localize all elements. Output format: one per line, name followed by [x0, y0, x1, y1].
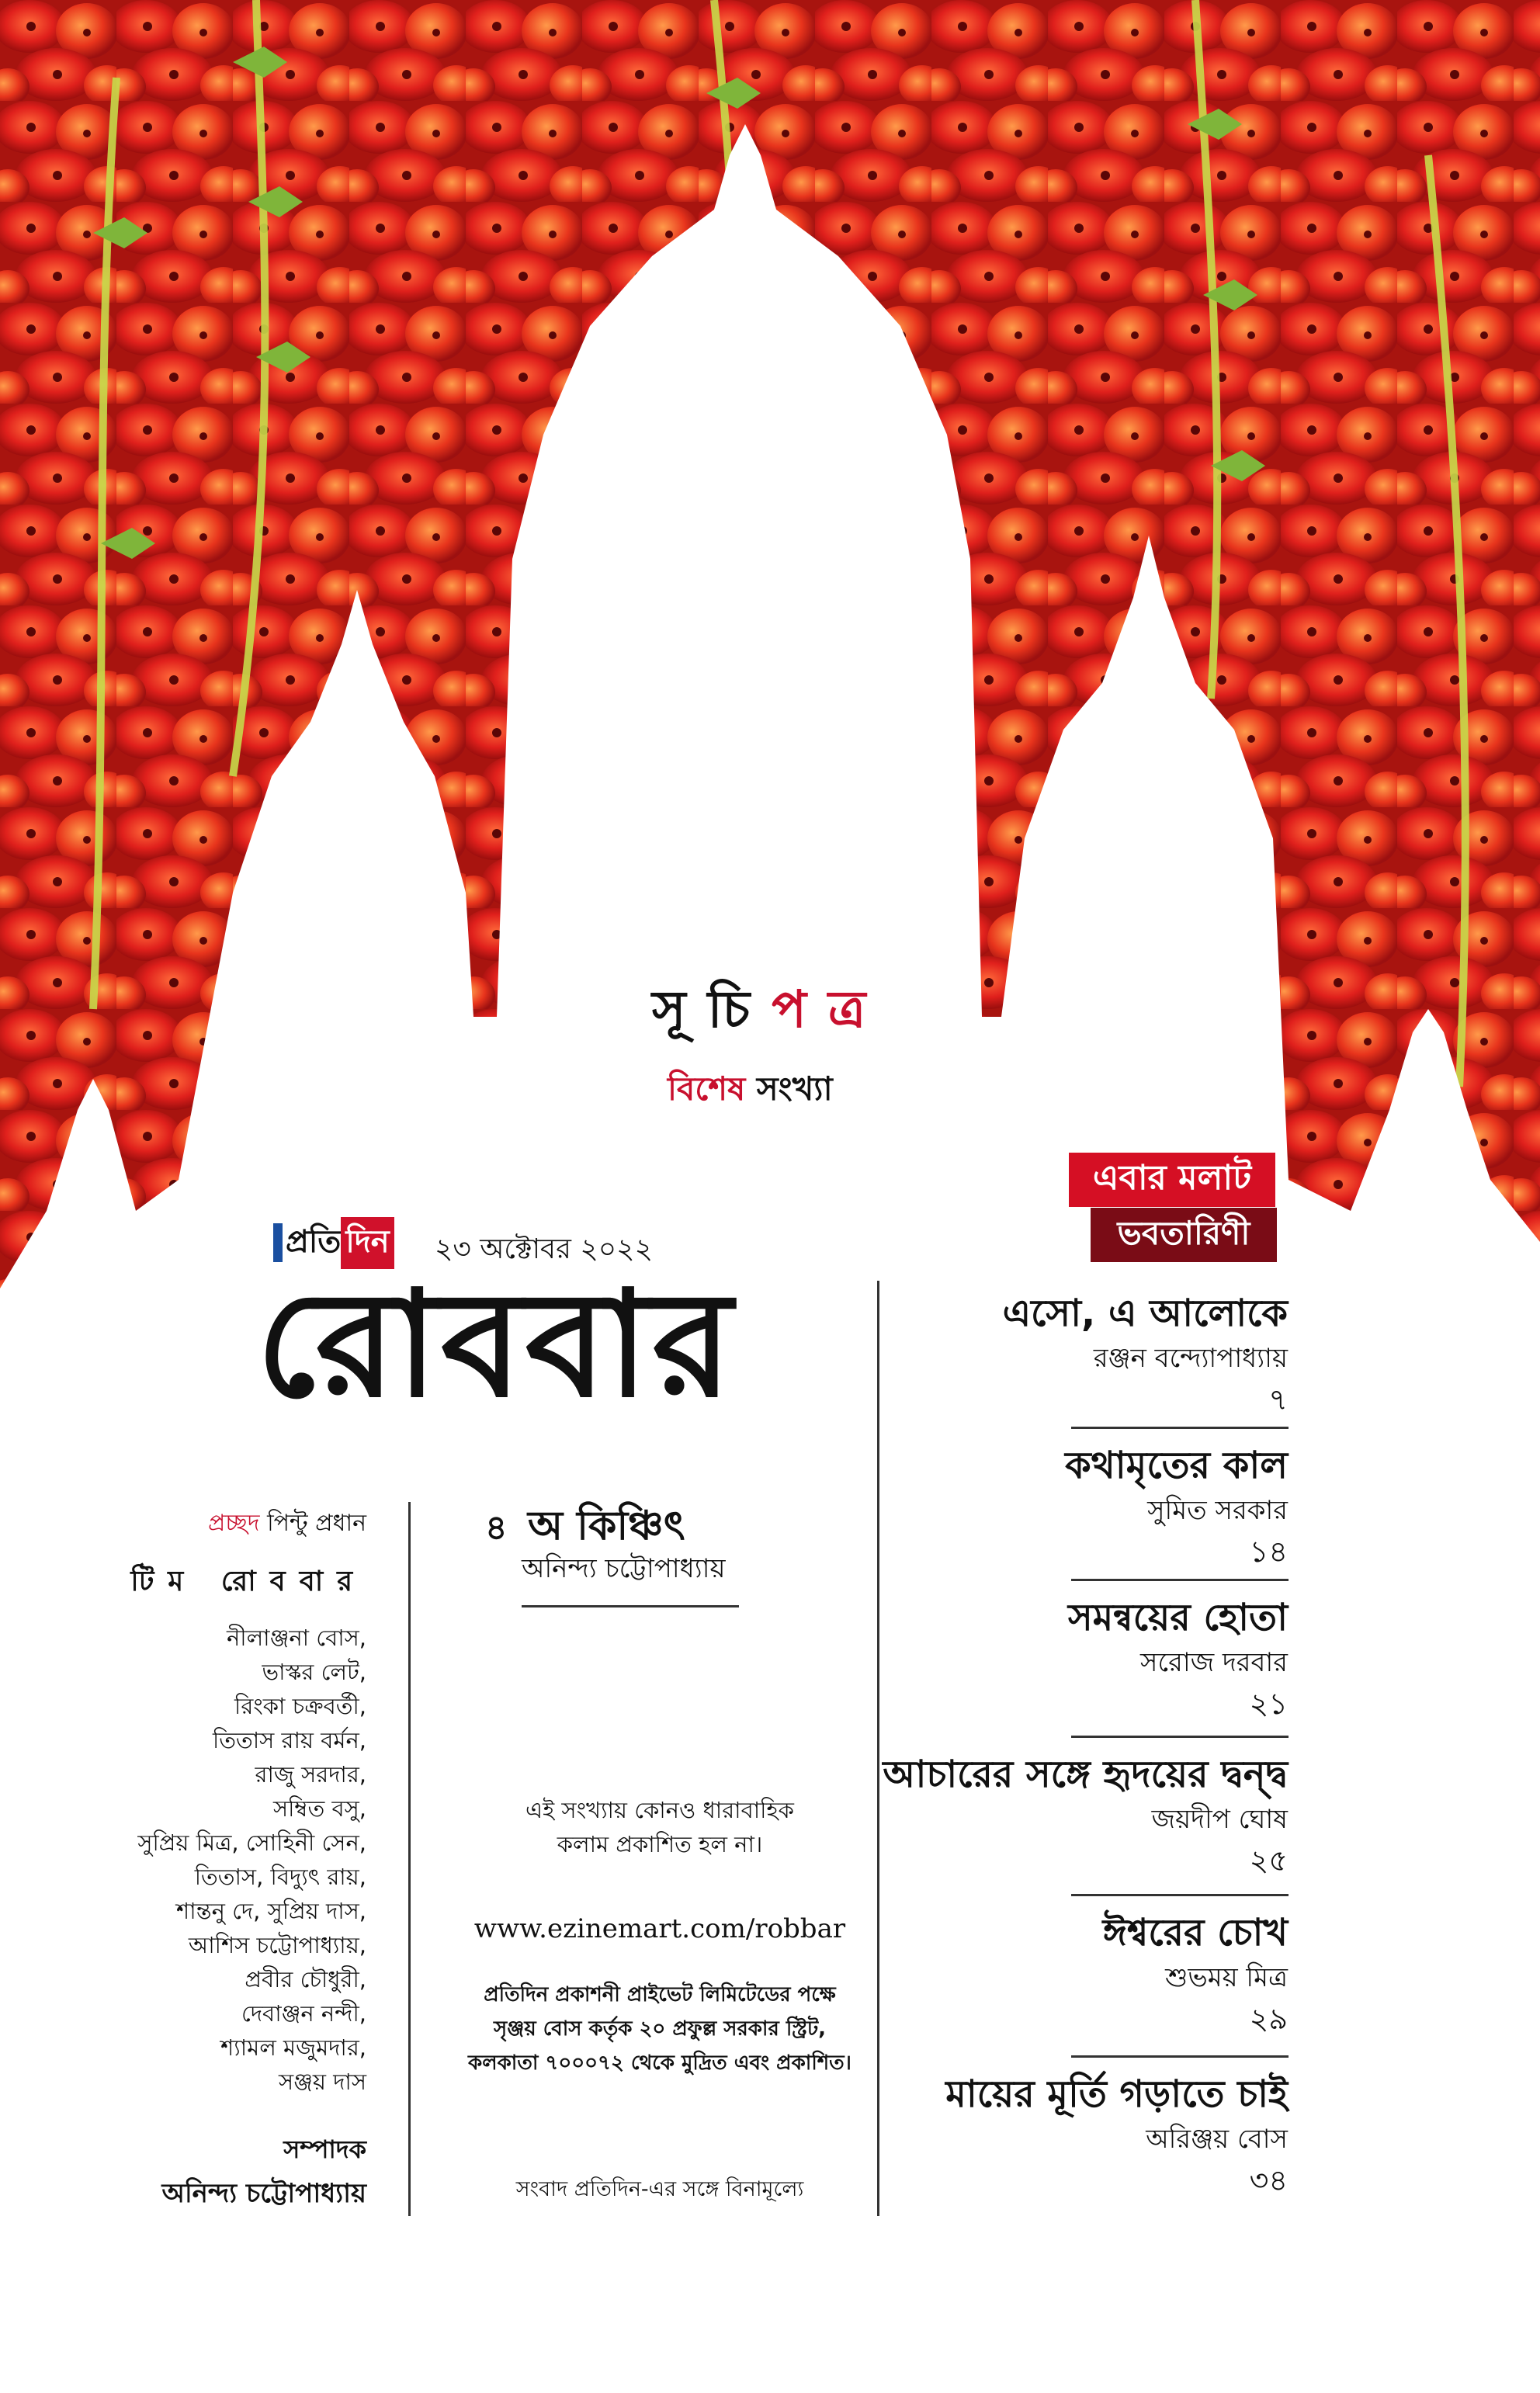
special-issue-label: [668, 1063, 833, 1118]
toc-item-title: ঈশ্বরের চোখ: [1102, 1911, 1288, 1954]
toc-item-title: এসো, এ আলোকে: [1002, 1292, 1288, 1335]
toc-item-author: রঞ্জন বন্দ্যোপাধ্যায়: [1093, 1343, 1288, 1374]
masthead-robbar: রোববার: [256, 1260, 736, 1430]
notice-line: এই সংখ্যায় কোনও ধারাবাহিক: [525, 1797, 794, 1823]
website-url[interactable]: www.ezinemart.com/robbar: [473, 1913, 846, 1944]
toc-item-page: ২৯: [1249, 2002, 1288, 2036]
cover-story-subject: ভবতারিণী: [1091, 1208, 1277, 1262]
toc-item[interactable]: [945, 2069, 1288, 2201]
toc-rule: [1071, 1579, 1289, 1581]
team-list: [137, 1621, 366, 2099]
toc-item[interactable]: [1003, 1288, 1288, 1420]
logo-blue-bar: [273, 1223, 283, 1262]
team-title: টিম রোববার: [130, 1566, 366, 1597]
team-member: ভাস্কর লেট,: [262, 1659, 366, 1685]
toc-item-title: সমন্বয়ের হোতা: [1067, 1596, 1288, 1639]
team-member: দেবাঞ্জন নন্দী,: [241, 2000, 366, 2027]
item-title: অ কিঞ্চিৎ: [528, 1503, 685, 1549]
toc-item-author: সরোজ দরবার: [1140, 1647, 1288, 1678]
cover-label: প্রচ্ছদ: [207, 1510, 260, 1537]
toc-rule: [1071, 2055, 1289, 2058]
toc-item-title: মায়ের মূর্তি গড়াতে চাই: [945, 2072, 1288, 2116]
imprint-line: কলকাতা ৭০০০৭২ থেকে মুদ্রিত এবং প্রকাশিত।: [468, 2051, 852, 2075]
special-word: বিশেষ: [668, 1070, 746, 1108]
toc-rule: [1071, 1736, 1289, 1738]
team-member: রিংকা চক্রবর্তী,: [234, 1693, 366, 1719]
serial-notice: [435, 1793, 885, 1861]
cover-artist: পিন্টু প্রধান: [267, 1510, 366, 1537]
toc-title-part2: পত্র: [772, 980, 888, 1039]
team-member: সুপ্রিয় মিত্র, সোহিনী সেন,: [137, 1829, 366, 1856]
toc-rule: [1071, 1427, 1289, 1429]
toc-item[interactable]: [883, 1750, 1288, 1881]
divider-left: [408, 1502, 411, 2216]
team-member: সঞ্জয় দাস: [278, 2069, 366, 2095]
imprint-line: প্রতিদিন প্রকাশনী প্রাইভেট লিমিটেডের পক্ষে: [484, 1983, 836, 2006]
toc-item-page: ২১: [1249, 1687, 1288, 1721]
toc-item[interactable]: [1103, 1908, 1288, 2040]
toc-rule: [1071, 1894, 1289, 1896]
team-member: আশিস চট্টোপাধ্যায়,: [188, 1932, 366, 1958]
logo-text-part2: দিন: [341, 1217, 394, 1269]
team-member: রাজু সরদার,: [255, 1761, 366, 1788]
team-member: প্রবীর চৌধুরী,: [245, 1966, 366, 1992]
team-member: শান্তনু দে, সুপ্রিয় দাস,: [176, 1898, 366, 1924]
toc-item-title: কথামৃতের কাল: [1065, 1444, 1288, 1487]
publication-date: ২৩ অক্টোবর ২০২২: [435, 1233, 653, 1265]
toc-title: [652, 970, 887, 1056]
toc-item-page: ১৪: [1249, 1535, 1288, 1569]
editor-name: অনিন্দ্য চট্টোপাধ্যায়: [161, 2178, 366, 2209]
toc-item-page: ২৫: [1249, 1843, 1288, 1878]
toc-item-title: আচারের সঙ্গে হৃদয়ের দ্বন্দ্ব: [883, 1753, 1288, 1796]
toc-item-author: জয়দীপ ঘোষ: [1151, 1804, 1288, 1835]
team-member: নীলাঞ্জনা বোস,: [226, 1625, 366, 1651]
toc-item-author: অরিঞ্জয় বোস: [1146, 2124, 1288, 2155]
toc-item-author: সুমিত সরকার: [1147, 1495, 1288, 1526]
team-member: শ্যামল মজুমদার,: [220, 2034, 366, 2061]
team-member: সম্বিত বসু,: [272, 1795, 366, 1822]
toc-item[interactable]: [1065, 1441, 1288, 1573]
middle-rule: [522, 1605, 739, 1607]
toc-item-author: শুভময় মিত্র: [1165, 1962, 1288, 1993]
team-member: তিতাস, বিদ্যুৎ রায়,: [194, 1864, 366, 1890]
logo-text-part1: প্রতি: [286, 1223, 342, 1260]
free-with-note: সংবাদ প্রতিদিন-এর সঙ্গে বিনামূল্যে: [515, 2177, 804, 2201]
notice-line: কলাম প্রকাশিত হল না।: [557, 1831, 763, 1857]
imprint-text: [431, 1978, 889, 2080]
toc-item-page: ৩৪: [1249, 2163, 1288, 2197]
imprint-line: সৃঞ্জয় বোস কর্তৃক ২০ প্রফুল্ল সরকার স্ট্রিট,: [493, 2017, 827, 2041]
editor-title: সম্পাদক: [283, 2135, 366, 2164]
item-page-number: ৪: [485, 1508, 508, 1548]
toc-item-page: ৭: [1268, 1382, 1288, 1417]
issue-word: সংখ্যা: [756, 1070, 833, 1108]
item-author: অনিন্দ্য চট্টোপাধ্যায়: [522, 1553, 726, 1584]
cover-story-badge: এবার মলাট: [1069, 1153, 1275, 1207]
toc-title-part1: সূচি: [652, 980, 772, 1039]
cover-credit: [208, 1504, 366, 1544]
team-member: তিতাস রায় বর্মন,: [212, 1727, 366, 1753]
toc-item[interactable]: [1068, 1593, 1288, 1725]
